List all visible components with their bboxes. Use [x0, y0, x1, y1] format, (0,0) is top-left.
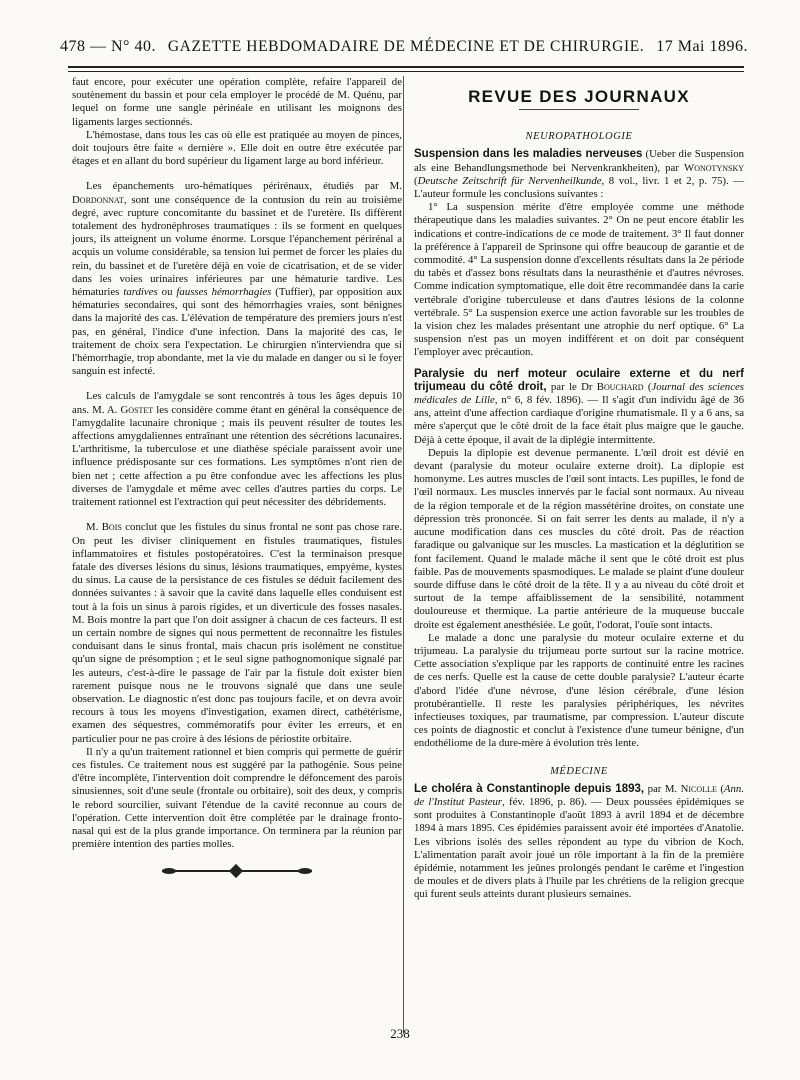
paragraph-frontal-sinus: M. Bois conclut que les fistules du sinus frontal ne sont pas chose rare. On peut les diviser cliniquement en fistules traumatiques, fistules inflammatoires et fistules postopératoires. C'est la terminaison presque fatale des diverses lésions du sinus, lésions traumatiques, empyème, kystes du sinus. La cause de la persistance de ces fistules se déduit facilement des données suivantes : à savoir que la cavité dans laquelle elles conduisent est tout à la fois un sinus à parois rigides, et un diverticule des fosses nasales. M. Bois montre la part que l'on doit assigner à chacun de ces facteurs. Il est un certain nombre de signes qui nous permettent de reconnaître les fistules conduisant dans le sinus frontal, mais chacun pris isolément ne constitue qu'un signe de présomption ; et le seul signe pathognomonique signalé par les auteurs, c'est-à-dire le passage de l'air par la fistule doit exister bien rarement puisque nous ne le trouvons signalé que dans une seule observation. Le diagnostic n'est donc pas toujours facile, et on devra avoir recours à tous les moyens d'investigation, examen direct, cathétérisme, examen des séquestres, commémoratifs pour éviter les erreurs, et en particulier pour ne pas croire à des lésions de périostite orbitaire.	[72, 521, 402, 745]
author-name: Gostet	[120, 403, 154, 416]
page-number: 238	[390, 1026, 410, 1041]
article-suspension-header: Suspension dans les maladies nerveuses (Ueber die Suspension als eine Behandlungsmethode bei Nervenkrankheiten), par Wonotynsky (Deutsche Zeitschrift für Nervenheilkunde, 8 vol., livr. 1 et 2, p. 75). — L'auteur formule les conclusions suivantes :	[414, 148, 745, 201]
journal-ref: Deutsche Zeitschrift für Nervenheilkunde	[417, 174, 602, 187]
paragraph-sinus-treatment: Il n'y a qu'un traitement rationnel et bien compris qui permette de guérir ces fistules. Ce traitement nous est suggéré par la pathogénie. Sous peine d'être incomplète, l'intervention doit comprendre le défoncement des parois sinusiennes, soit d'une seule (frontale ou orbitaire), soit des deux, y compris le rebord sourcilier, suivant l'étendue de la cavité reconnue au cours de l'opération. Cette intervention doit être complétée par le drainage fronto-nasal qui est de la plus grande importance. On terminera par la réunion par première intention des parties molles.	[72, 745, 402, 851]
author-name: Bouchard	[596, 380, 644, 393]
author-name: Bois	[101, 521, 122, 534]
article-cholera: Le choléra à Constantinople depuis 1893, par M. Nicolle (Ann. de l'Institut Pasteur, fév. 1896, p. 86). — Deux poussées épidémiques se sont produites à Constantinople d'août 1893 à avril 1894 et de décembre 1894 à mars 1895. Ces épidémies paraissent avoir été importées d'Anatolie. Les vibrions isolés des selles répondent au type du vibrion de Koch. L'alimentation paraît avoir joué un rôle important à la fin de la première épidémie, notamment les jeûnes prolongés pendant le carême et l'ingestion de moules et de divers plats à l'huile par les chrétiens de la religion grecque qui furent seuls atteints durant plusieurs semaines.	[414, 782, 745, 901]
journal-title: GAZETTE HEBDOMADAIRE DE MÉDECINE ET DE CHIRURGIE.	[167, 38, 645, 55]
author-name: Dordonnat	[72, 193, 124, 206]
article-paralysis-header: Paralysie du nerf moteur oculaire externe et du nerf trijumeau du côté droit, par le Dr Bouchard (Journal des sciences médicales de Lille, n° 6, 8 fév. 1896). — Il s'agit d'un individu âgé de 36 ans, atteint d'une affection cardiaque d'origine rhumatismale. Il y a 6 ans, sa mère s'aperçut que le côté droit de la face était plus maigre que le gauche. Déjà à cette époque, il avait de la diplégie intermittente.	[414, 367, 744, 446]
paragraph-hysterectomy-end: faut encore, pour exécuter une opération complète, refaire l'appareil de soutènement du bassin et pour cela employer le procédé de M. Quénu, par lequel on forme une sangle périnéale en utilisant les moignons des ligaments larges sectionnés.	[72, 76, 402, 128]
section-title: REVUE DES JOURNAUX	[468, 87, 690, 106]
article-title: Suspension dans les maladies nerveuses	[414, 148, 643, 161]
subsection-neuropathologie: NEUROPATHOLOGIE	[525, 131, 633, 143]
page-issue-number: 478 — N° 40.	[60, 38, 156, 55]
section-title-rule	[519, 109, 639, 110]
running-head	[60, 38, 748, 62]
subsection-medecine: MÉDECINE	[550, 765, 608, 777]
paragraph-hemostasis: L'hémostase, dans tous les cas où elle est pratiquée au moyen de pinces, doit toujours être faite « dernière ». Elle doit en outre être exécutée par étages et en allant du bord supérieur du ligament large au bord inférieur.	[72, 128, 402, 168]
header-rule	[68, 66, 744, 72]
column-divider	[403, 76, 404, 1034]
journal-ref: Journal des sciences médicales de Lille	[414, 380, 744, 407]
left-column	[72, 76, 402, 877]
issue-date: 17 Mai 1896.	[656, 38, 748, 55]
article-suspension-body: 1° La suspension mérite d'être employée comme une méthode thérapeutique dans les maladies suivantes. 2° On ne peut encore établir les indications et contre-indications de ce mode de traitement. 3° Il faut donner la préférence à l'appareil de Sprinsone qui offre beaucoup de garantie et de commodité. 4° La suspension donne d'excellents résultats dans la 2e période du tabès et d'assez bons résultats dans la neurasthénie et d'autres névroses. Comme indication symptomatique, elle doit être recommandée dans la carie vertébrale d'origine tuberculeuse et dans d'autres lésions de la colonne vertébrale. 5° La suspension exerce une action favorable sur les troubles de la vision chez les malades présentant une atrophie du nerf optique. 6° La suspension n'est pas un moyen indifférent et on doit par conséquent l'employer avec précaution.	[414, 201, 744, 359]
article-paralysis-body: Depuis la diplopie est devenue permanente. L'œil droit est dévié en devant (paralysie du moteur oculaire externe droit). La diplopie est homonyme. Les autres muscles de l'œil sont intacts. Les pupilles, le fond de l'œil normaux. Les muscles innervés par le facial sont normaux. Au niveau de la région temporale et de la région massétérine droites, on constate une dépression très prononcée. Si on fait serrer les dents au malade, il n'y a aucune modification dans ces muscles du côté droit. Pas de réaction faradique ou galvanique sur les muscles. La mastication et la déglutition se font facilement. Quand le malade mâche il sent que le côté droit est plus faible. Pas de mouvements spasmodiques. Le malade se plaint d'une douleur sourde diffuse dans le côté droit de la tête. Il y a au niveau du côté droit et surtout de la tempe affaiblissement de la sensibilité, notamment douloureuse et thermique. La partie antérieure de la muqueuse buccale droite est également anesthésiée. Le goût, l'odorat, l'ouïe sont intacts.	[414, 446, 744, 631]
right-column	[414, 76, 744, 902]
article-paralysis-conclusion: Le malade a donc une paralysie du moteur oculaire externe et du trijumeau. La paralysie du trijumeau porte surtout sur la racine motrice. Cette association s'explique par les rapports de continuité entre les racines de ces nerfs. Quelle est la cause de cette double paralysie? L'auteur écarte d'abord l'idée d'une névrose, d'une lésion cérébrale, d'une lésion protubérantielle. Il reste les paralysies périphériques, les névrites infectieuses toxiques, par traumatisme, par compression. L'auteur discute ces points de diagnostic et conclut à l'existence d'une tumeur bénigne, d'un endothéliome de la dure-mère à évolution très lente.	[414, 631, 744, 750]
ornamental-divider	[162, 865, 312, 877]
article-title: Le choléra à Constantinople depuis 1893,	[414, 782, 645, 795]
paragraph-tonsil-calculi: Les calculs de l'amygdale se sont rencontrés à tous les âges depuis 10 ans. M. A. Gostet les considère comme étant en général la conséquence de l'amygdalite lacunaire chronique ; mais ils peuvent résulter de toutes les affections amygdaliennes entraînant une rétention des sécrétions lacunaires. L'arthritisme, la tuberculose et une diathèse spéciale paraissent avoir une influence prédisposante sur ces formations. Les symptômes n'ont rien de bien net ; cette affection a pu être confondue avec les affections les plus diverses de l'amygdale et même avec celles d'autres parties du corps. Le traitement rationnel est l'extraction qui peut nécessiter des débridements.	[72, 390, 403, 509]
author-name: Wonotynsky	[684, 161, 744, 174]
journal-ref: Ann. de l'Institut Pasteur	[414, 782, 745, 808]
author-name: Nicolle	[680, 782, 717, 795]
paragraph-uro-hematic: Les épanchements uro-hématiques périrénaux, étudiés par M. Dordonnat, sont une conséquence de la contusion du rein au troisième degré, avec rupture concomitante du bassinet et de l'uretère. Ils diffèrent totalement des hydronéphroses traumatiques : ils se forment en quelques jours, ils atteignent un volume énorme. Lorsque l'épanchement périrénal a acquis un volume considérable, sa tension lui permet de forcer les plaies du rein, du bassinet et de l'uretère déjà en voie de cicatrisation, et de se vider dans les voies urinaires inférieures par une hématurie tardive. Les hématuries tardives ou fausses hémorrhagies (Tuffier), par opposition aux hématuries secondaires, qui sont des hémorrhagies vraies, sont bénignes dans la majorité des cas. L'élévation de température des premiers jours n'est pas, en général, l'indice d'une infection. Dans la majorité des cas, le traitement de choix sera l'expectation. Le chirurgien n'interviendra que si l'hémorrhagie, trop abondante, met la vie du malade en danger ou si le foyer sanguin est infecté.	[72, 180, 403, 378]
article-title: Paralysie du nerf moteur oculaire externe et du nerf trijumeau du côté droit,	[414, 367, 744, 393]
